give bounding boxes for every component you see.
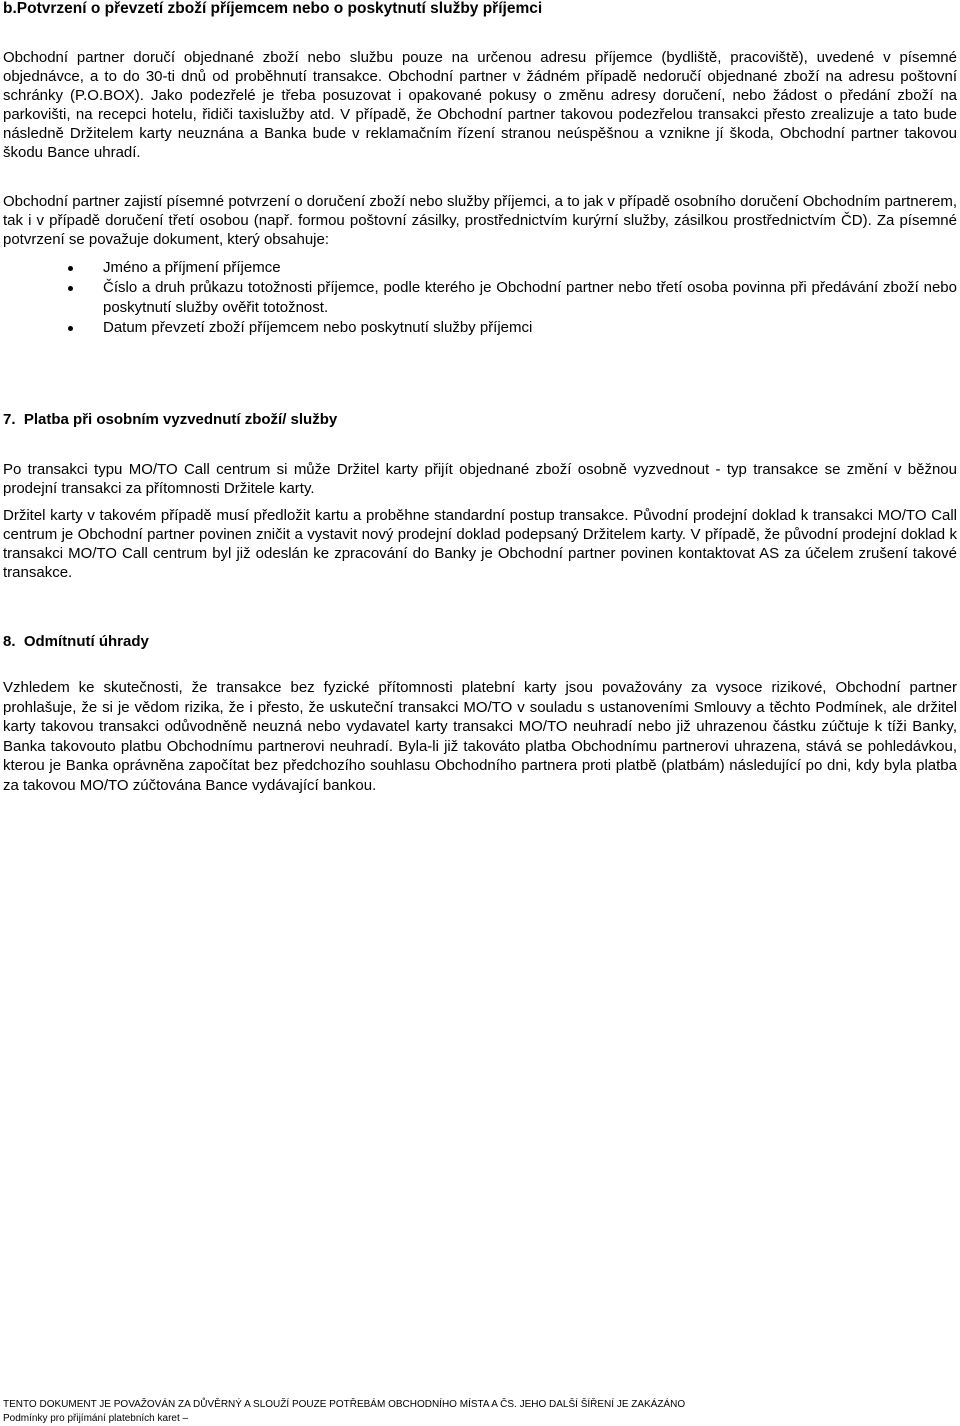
- footer-disclaimer: TENTO DOKUMENT JE POVAŽOVÁN ZA DŮVĚRNÝ A SLOUŽÍ POUZE POTŘEBÁM OBCHODNÍHO MÍSTA A ČS. JEHO DALŠÍ ŠÍŘENÍ JE ZAKÁZÁNO: [3, 1399, 686, 1410]
- section-7-paragraph-2: Držitel karty v takovém případě musí předložit kartu a proběhne standardní postup transakce. Původní prodejní doklad k transakci MO/TO Call centrum je Obchodní partner povinen zničit a vystavit nový prodejní doklad podepsaný Držitelem karty. V případě, že původní prodejní doklad k transakci MO/TO Call centrum byl již odeslán ke zpracování do Banky je Obchodní partner povinen kontaktovat AS za účelem zrušení takové transakce.: [3, 507, 957, 581]
- section-7-paragraph-1: Po transakci typu MO/TO Call centrum si může Držitel karty přijít objednané zboží osobně vyzvednout - typ transakce se změní v běžnou prodejní transakci za přítomnosti Držitele karty.: [3, 461, 957, 497]
- list-item-text: Jméno a příjmení příjemce: [103, 259, 281, 276]
- footer-document-name: Podmínky pro přijímání platebních karet –: [3, 1413, 189, 1424]
- requirements-list: [0, 258, 957, 338]
- list-item: [0, 318, 957, 338]
- bullet-icon: [68, 286, 73, 291]
- bullet-icon: [68, 326, 73, 331]
- section-b-paragraph-2: Obchodní partner zajistí písemné potvrzení o doručení zboží nebo služby příjemci, a to jak v případě osobního doručení Obchodním partnerem, tak i v případě doručení třetí osobou (např. formou poštovní zásilky, prostřednictvím kurýrní služby, zásilkou prostřednictvím ČD). Za písemné potvrzení se považuje dokument, který obsahuje:: [3, 193, 957, 248]
- section-8-heading: 8. Odmítnutí úhrady: [3, 633, 149, 650]
- list-item: [0, 258, 957, 278]
- section-7-heading: 7. Platba při osobním vyzvednutí zboží/ služby: [3, 411, 338, 428]
- bullet-icon: [68, 266, 73, 271]
- section-b-paragraph-1: Obchodní partner doručí objednané zboží nebo službu pouze na určenou adresu příjemce (bydliště, pracoviště), uvedené v písemné objednávce, a to do 30-ti dnů od proběhnutí transakce. Obchodní partner v žádném případě nedoručí objednané zboží na adresu poštovní schránky (P.O.BOX). Jako podezřelé je třeba posuzovat i opakované pokusy o změnu adresy doručení, nebo žádost o předání zboží na parkovišti, na recepci hotelu, řidiči taxislužby atd. V případě, že Obchodní partner takovou podezřelou transakci přesto zrealizuje a tato bude následně Držitelem karty neuznána a Banka bude v reklamačním řízení stranou neúspěšnou a vznikne jí škoda, Obchodní partner takovou škodu Bance uhradí.: [3, 49, 957, 161]
- section-8-paragraph-1: Vzhledem ke skutečnosti, že transakce bez fyzické přítomnosti platební karty jsou považovány za vysoce rizikové, Obchodní partner prohlašuje, že si je vědom rizika, že i přesto, že uskuteční transakci MO/TO v souladu s ustanoveními Smlouvy a těchto Podmínek, ale držitel karty takovou transakci odůvodněně neuzná nebo vydavatel karty transakci MO/TO neuhradí nebo již uhrazenou částku zúčtuje k tíži Banky, Banka takovouto platbu Obchodnímu partnerovi neuhradí. Byla-li již takováto platba Obchodnímu partnerovi uhrazena, stává se pohledávkou, kterou je Banka oprávněna započítat bez předchozího souhlasu Obchodního partnera proti platbě (platbám) následující po dni, kdy byla platba za takovou MO/TO zúčtována Bance vydávající bankou.: [3, 679, 957, 794]
- page-footer: [3, 1398, 943, 1426]
- list-item-text: Datum převzetí zboží příjemcem nebo poskytnutí služby příjemci: [103, 319, 533, 336]
- section-b-heading: b.Potvrzení o převzetí zboží příjemcem nebo o poskytnutí služby příjemci: [3, 0, 543, 17]
- list-item: [0, 278, 957, 318]
- list-item-text: Číslo a druh průkazu totožnosti příjemce, podle kterého je Obchodní partner nebo třetí osoba povinna při předávání zboží nebo poskytnutí služby ověřit totožnost.: [103, 279, 957, 316]
